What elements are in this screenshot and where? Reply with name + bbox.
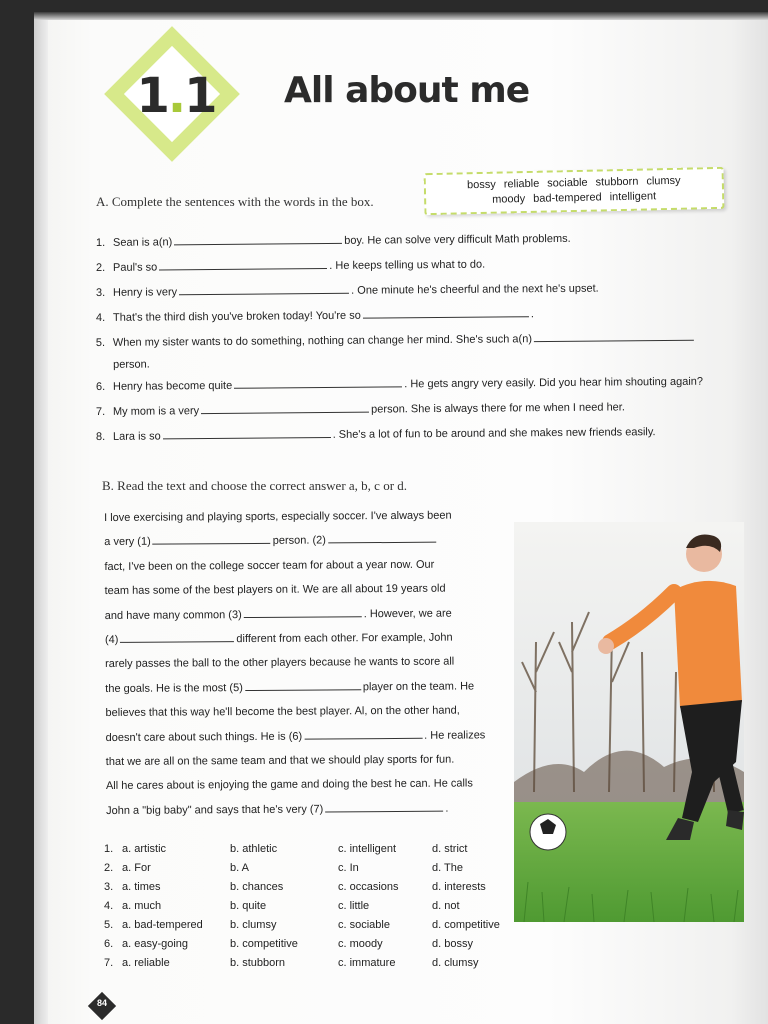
passage-line: [104, 527, 524, 554]
unit-number-dot: .: [167, 68, 185, 124]
answer-number: 5.: [104, 919, 114, 931]
option-c[interactable]: c. In: [338, 862, 359, 874]
passage-text: John a "big baby" and says that he's very (7): [106, 803, 324, 817]
passage-text: (4): [104, 633, 119, 647]
passage-text: doesn't care about such things. He is (6): [105, 730, 303, 744]
passage-text: All he cares about is enjoying the game and doing the best he can. He calls: [105, 777, 473, 793]
passage-text: I love exercising and playing sports, especially soccer. I've always been: [104, 509, 452, 524]
passage-line: [105, 576, 525, 603]
option-b[interactable]: b. athletic: [230, 843, 278, 855]
passage-line: [104, 552, 524, 579]
sentence-text: Paul's so: [112, 261, 158, 274]
gap-blank[interactable]: [153, 532, 271, 545]
answer-blank[interactable]: [163, 426, 331, 439]
passage-text: player on the team. He: [362, 680, 475, 694]
sentence-text: . He gets angry very easily. Did you hear him shouting again?: [404, 375, 704, 391]
sentence-text: boy. He can solve very difficult Math problems.: [344, 232, 571, 247]
answer-blank[interactable]: [234, 375, 402, 388]
word-item: stubborn: [595, 175, 639, 189]
page-number: 84: [96, 998, 107, 1008]
answer-number: 2.: [104, 862, 114, 874]
passage-text: that we are all on the same team and that we should play sports for fun.: [105, 753, 455, 769]
sentence-text: When my sister wants to do something, nothing can change her mind. She's such a(n): [112, 333, 533, 349]
passage-text: . However, we are: [363, 607, 452, 620]
option-c[interactable]: c. occasions: [338, 881, 399, 893]
gap-blank[interactable]: [325, 800, 443, 813]
passage-line: [105, 650, 525, 677]
answer-blank[interactable]: [363, 305, 529, 318]
answer-options: [104, 840, 524, 973]
option-c[interactable]: c. moody: [338, 938, 383, 950]
option-c[interactable]: c. sociable: [338, 919, 390, 931]
option-a[interactable]: a. easy-going: [122, 938, 189, 950]
reading-passage: [104, 503, 526, 823]
option-b[interactable]: b. stubborn: [230, 957, 286, 969]
option-a[interactable]: a. much: [122, 900, 162, 912]
unit-badge: [86, 30, 252, 170]
option-a[interactable]: a. bad-tempered: [122, 919, 203, 931]
soccer-photo-illustration: [514, 522, 744, 922]
word-item: intelligent: [609, 190, 657, 204]
passage-line: [106, 796, 526, 823]
sentence-number: 7.: [95, 405, 106, 418]
option-c[interactable]: c. intelligent: [338, 843, 397, 855]
word-box: [424, 167, 725, 215]
unit-number-sub: 1: [184, 68, 216, 124]
option-a[interactable]: a. For: [122, 862, 151, 874]
word-item: bad-tempered: [533, 191, 602, 205]
option-d[interactable]: d. bossy: [432, 938, 473, 950]
sentence-number: 1.: [95, 236, 106, 249]
sentence-text: . She's a lot of fun to be around and she makes new friends easily.: [332, 426, 656, 441]
passage-line: [105, 698, 525, 725]
option-b[interactable]: b. competitive: [230, 938, 298, 950]
page-spine: [34, 12, 48, 1024]
passage-text: different from each other. For example, John: [236, 631, 453, 646]
sentence-text: My mom is a very: [112, 405, 200, 418]
sentence-number: 5.: [95, 336, 106, 350]
sentence-text: . One minute he's cheerful and the next he's upset.: [351, 282, 599, 297]
page-title: All about me: [284, 70, 530, 111]
answer-row: [104, 859, 524, 878]
passage-text: the goals. He is the most (5): [105, 681, 243, 695]
passage-text: a very (1): [104, 536, 151, 549]
passage-text: believes that this way he'll become the best player. Al, on the other hand,: [105, 704, 460, 720]
option-b[interactable]: b. A: [230, 862, 249, 874]
answer-row: [104, 935, 524, 954]
option-a[interactable]: a. reliable: [122, 957, 170, 969]
option-d[interactable]: d. competitive: [432, 919, 500, 931]
sentence-text: . He keeps telling us what to do.: [329, 258, 486, 272]
passage-text: person. (2): [272, 534, 326, 548]
option-d[interactable]: d. strict: [432, 843, 468, 855]
passage-text: fact, I've been on the college soccer team for about a year now. Our: [104, 558, 435, 573]
gap-blank[interactable]: [328, 531, 436, 544]
passage-line: [105, 625, 525, 652]
gap-blank[interactable]: [245, 678, 361, 691]
option-b[interactable]: b. clumsy: [230, 919, 277, 931]
passage-text: rarely passes the ball to the other players because he wants to score all: [105, 655, 455, 671]
answer-row: [104, 897, 524, 916]
word-item: sociable: [547, 176, 588, 190]
textbook-page: [34, 12, 768, 1024]
word-item: bossy: [466, 178, 496, 192]
answer-blank[interactable]: [179, 282, 349, 295]
option-c[interactable]: c. little: [338, 900, 370, 912]
sentence-text: Sean is a(n): [112, 236, 173, 249]
answer-blank[interactable]: [534, 329, 694, 342]
answer-number: 4.: [104, 900, 114, 912]
option-d[interactable]: d. interests: [432, 881, 486, 893]
option-b[interactable]: b. quite: [230, 900, 267, 912]
answer-number: 1.: [104, 843, 114, 855]
sentence-text: Lara is so: [112, 430, 161, 443]
sentence-item: [96, 328, 756, 378]
sentence-number: 4.: [95, 311, 106, 324]
passage-text: .: [445, 802, 449, 815]
answer-row: [104, 954, 524, 973]
sentence-item: [96, 422, 756, 453]
word-item: moody: [492, 193, 526, 206]
section-a-instruction: A. Complete the sentences with the words in the box.: [96, 194, 374, 209]
sentence-number: 3.: [95, 286, 106, 299]
option-d[interactable]: d. The: [432, 862, 463, 874]
passage-line: [105, 674, 525, 701]
option-d[interactable]: d. not: [432, 900, 460, 912]
passage-line: [106, 723, 526, 750]
sentence-number: 6.: [95, 380, 106, 393]
word-item: reliable: [503, 177, 540, 191]
unit-number-main: 1: [136, 68, 168, 124]
gap-blank[interactable]: [304, 726, 422, 739]
page-top-edge: [34, 12, 768, 20]
answer-number: 6.: [104, 938, 114, 950]
soccer-player-photo: [514, 522, 744, 922]
option-d[interactable]: d. clumsy: [432, 957, 479, 969]
sentence-text: That's the third dish you've broken today! You're so: [112, 309, 361, 324]
sentence-number: 2.: [95, 261, 106, 274]
answer-number: 3.: [104, 881, 114, 893]
unit-number: [86, 68, 266, 124]
passage-text: team has some of the best players on it. We are all about 19 years old: [104, 582, 446, 598]
answer-blank[interactable]: [174, 232, 342, 245]
passage-line: [106, 772, 526, 799]
option-a[interactable]: a. times: [122, 881, 161, 893]
gap-blank[interactable]: [120, 630, 234, 643]
option-c[interactable]: c. immature: [338, 957, 396, 969]
answer-number: 7.: [104, 957, 114, 969]
passage-line: [104, 503, 524, 530]
sentence-text: .: [530, 308, 534, 321]
answer-blank[interactable]: [201, 401, 369, 414]
sentence-number: 8.: [95, 430, 106, 443]
passage-text: and have many common (3): [104, 608, 242, 622]
answer-row: [104, 916, 524, 935]
sentence-continuation: person.: [113, 358, 150, 371]
passage-line: [105, 601, 525, 628]
passage-text: . He realizes: [424, 729, 486, 742]
answer-row: [104, 840, 524, 859]
answer-row: [104, 878, 524, 897]
answer-blank[interactable]: [159, 257, 327, 270]
passage-line: [106, 747, 526, 774]
sentence-text: person. She is always there for me when I need her.: [371, 401, 625, 416]
option-b[interactable]: b. chances: [230, 881, 284, 893]
sentence-text: Henry has become quite: [112, 379, 233, 393]
option-a[interactable]: a. artistic: [122, 843, 167, 855]
sentence-text: Henry is very: [112, 286, 178, 299]
word-item: clumsy: [646, 174, 681, 188]
section-b-instruction: B. Read the text and choose the correct answer a, b, c or d.: [102, 478, 408, 493]
gap-blank[interactable]: [244, 605, 362, 618]
section-a-sentences: [96, 234, 756, 453]
